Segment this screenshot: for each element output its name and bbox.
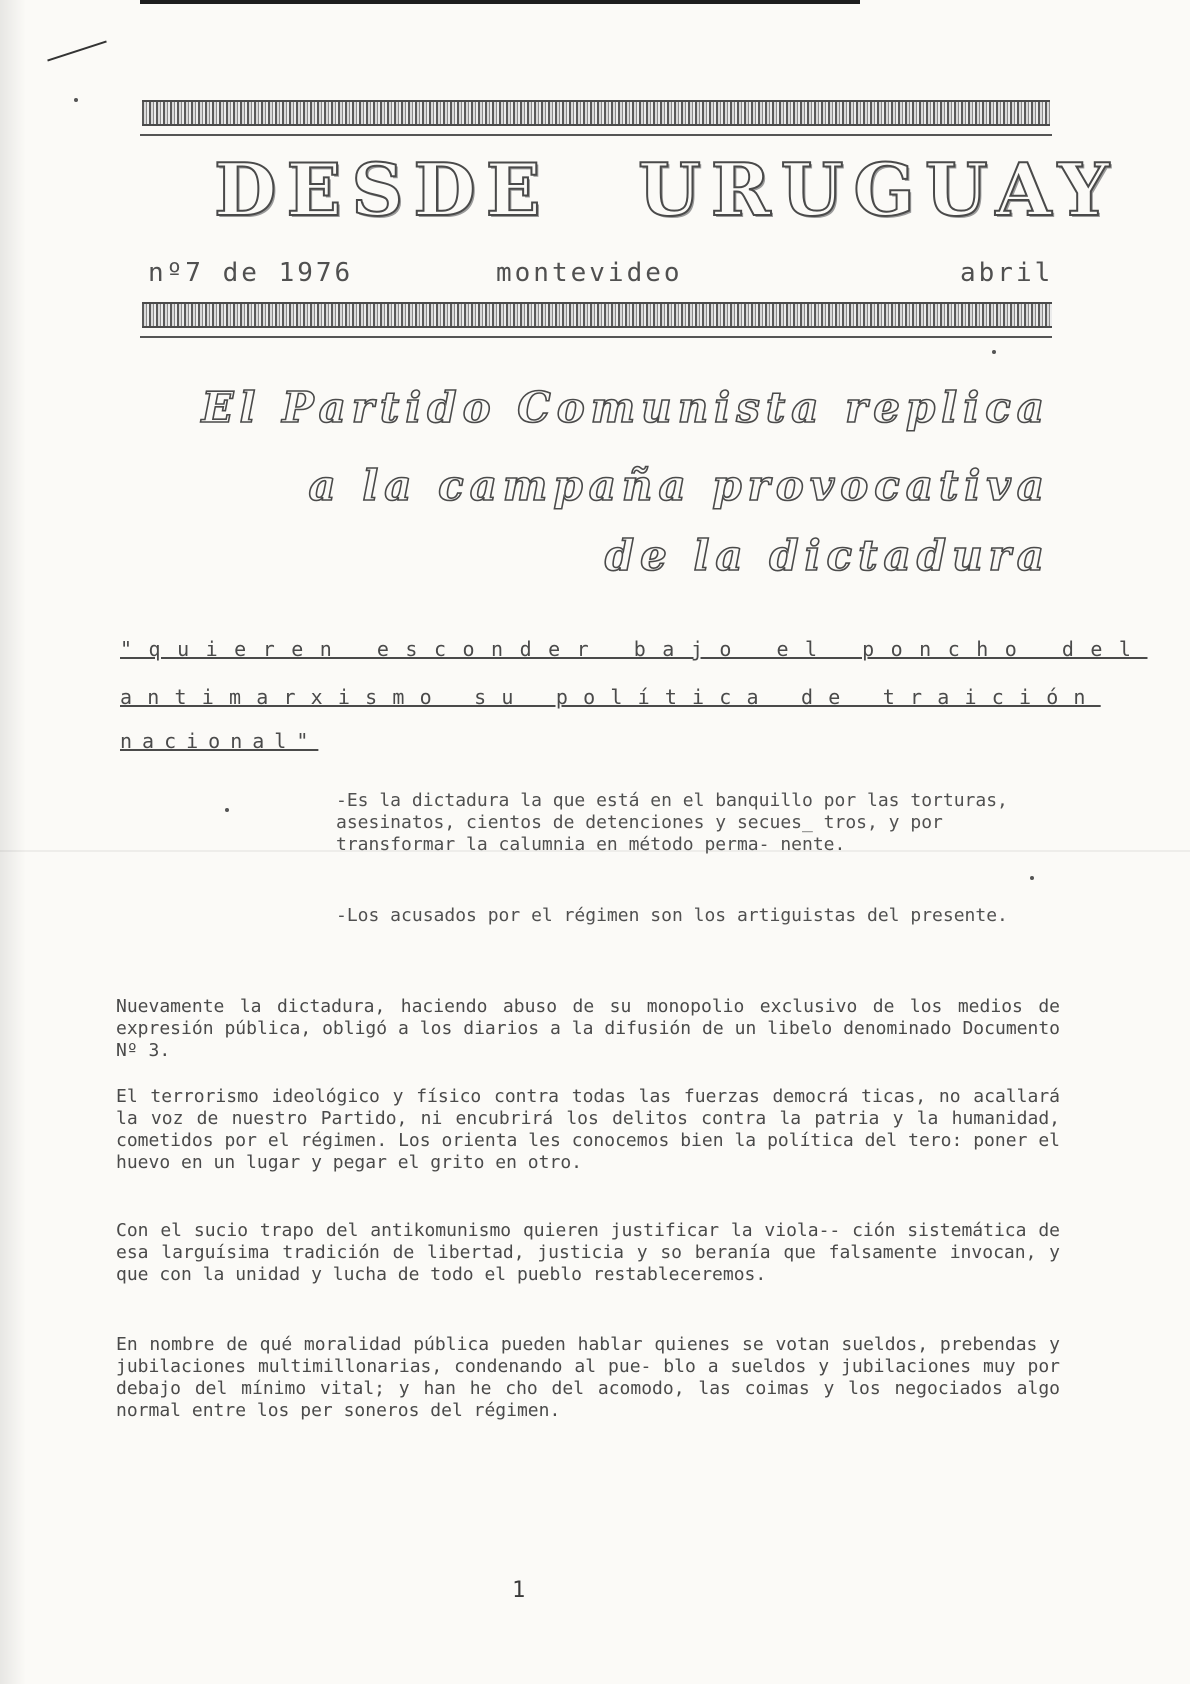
speck — [1030, 876, 1034, 880]
masthead-bottom-band — [142, 302, 1052, 328]
bullet-point: -Es la dictadura la que está en el banquillo por las torturas, asesinatos, cientos de detenciones y secues_ tros, y por transformar la calumnia en método perma- nente. — [336, 790, 1008, 855]
speck — [992, 350, 996, 354]
body-paragraph: El terrorismo ideológico y físico contra todas las fuerzas democrá ticas, no acallará la voz de nuestro Partido, ni encubrirá los delitos contra la patria y la humanidad, cometidos por el régimen. Los orienta les conocemos bien la política del tero: poner el huevo en un lugar y pegar el grito en otro. — [116, 1086, 1060, 1173]
body-paragraph: Nuevamente la dictadura, haciendo abuso de su monopolio exclusivo de los medios de expresión pública, obligó a los diarios a la difusión de un libelo denominado Documento Nº 3. — [116, 996, 1060, 1061]
headline-line-3: de la dictadura — [604, 531, 1050, 580]
issue-month: abril — [960, 258, 1054, 288]
scan-top-edge — [140, 0, 860, 4]
bullet-point: -Los acusados por el régimen son los artiguistas del presente. — [336, 905, 1008, 926]
masthead-top-rule — [140, 134, 1052, 136]
masthead-top-band — [142, 100, 1050, 126]
body-paragraph: En nombre de qué moralidad pública pueden hablar quienes se votan sueldos, prebendas y jubilaciones multimillonarias, condenando al pue- blo a sueldos y jubilaciones muy por debajo del mínimo vital; y han he cho del acomodo, las coimas y los negociados algo normal entre los per soneros del régimen. — [116, 1334, 1060, 1421]
masthead-title-left: DESDE — [214, 147, 551, 232]
speck — [74, 98, 78, 102]
issue-city: montevideo — [496, 258, 683, 288]
pen-mark — [47, 40, 107, 61]
headline-line-2: a la campaña provocativa — [308, 461, 1050, 510]
speck — [225, 808, 229, 812]
issue-number: nº7 de 1976 — [148, 258, 354, 288]
masthead-bottom-rule — [140, 336, 1052, 338]
quote-line-2: antimarxismo su política de traición — [120, 685, 1101, 709]
quote-line-3: nacional" — [120, 729, 319, 753]
masthead-title-right: URUGUAY — [638, 147, 1120, 232]
quote-line-1: "quieren esconder bajo el poncho del — [120, 637, 1148, 661]
page-number: 1 — [512, 1578, 526, 1603]
page-edge-shadow — [0, 0, 26, 1684]
body-paragraph: Con el sucio trapo del antikomunismo quieren justificar la viola-- ción sistemática de esa larguísima tradición de libertad, justicia y so beranía que falsamente invocan, y que con la unidad y lucha de todo el pueblo restableceremos. — [116, 1220, 1060, 1285]
headline-line-1: El Partido Comunista replica — [201, 383, 1050, 432]
